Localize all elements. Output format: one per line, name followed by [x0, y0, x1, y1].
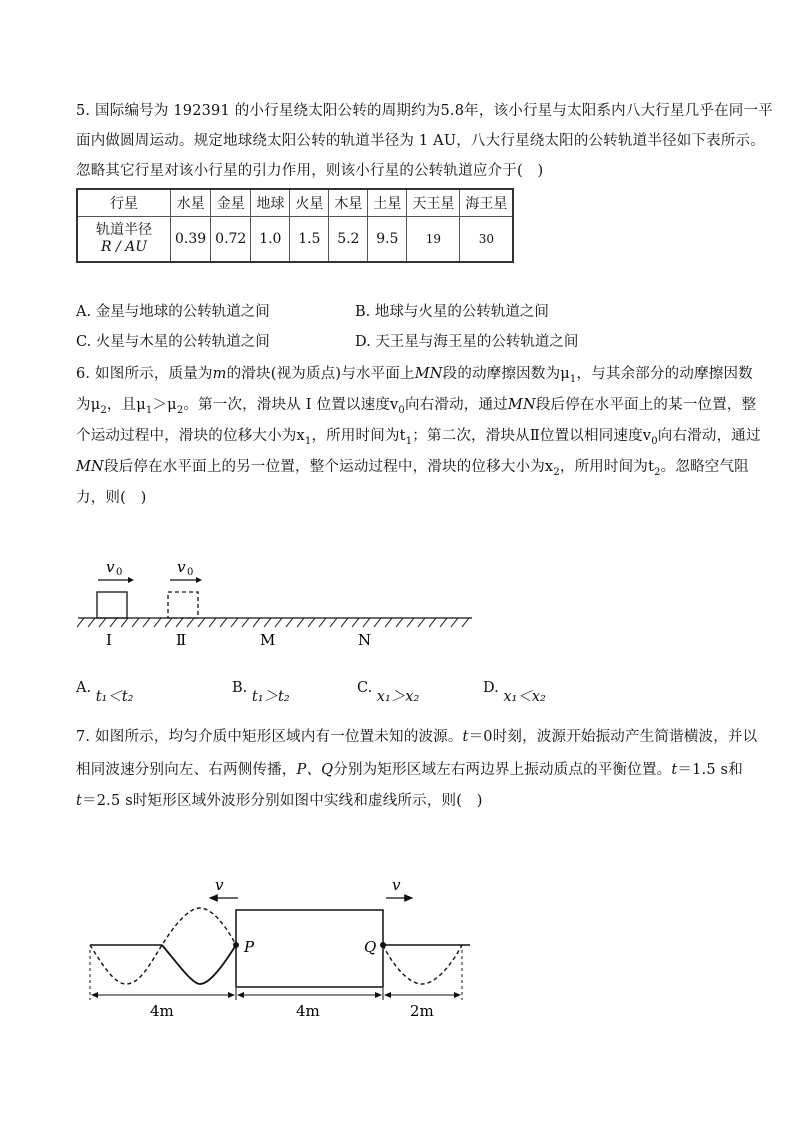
q5-option-a[interactable]: A. 金星与地球的公转轨道之间 — [76, 304, 270, 320]
q6-slider-figure — [70, 550, 480, 655]
q7-line-1 — [76, 725, 757, 746]
q6-option-b[interactable] — [232, 676, 290, 705]
hatch-mark — [308, 618, 315, 627]
hatch-mark — [99, 618, 106, 627]
q7-text: 7. 如图所示，均匀介质中矩形区域内有一位置未知的波源。 — [76, 729, 463, 745]
right-dashed-wave — [383, 945, 462, 984]
q7-var-t: t — [76, 793, 83, 809]
q6-sub: 0 — [651, 435, 658, 447]
q6-var-mn: MN — [76, 459, 104, 475]
row-label-radius — [77, 217, 171, 263]
planet-cell: 木星 — [329, 189, 368, 217]
hatch-mark — [451, 618, 458, 627]
velocity-arrowhead-2 — [196, 577, 202, 583]
radius-cell: 9.5 — [368, 217, 407, 263]
v0-label-2: v — [177, 558, 186, 576]
planet-cell: 天王星 — [407, 189, 460, 217]
point-m-label: M — [260, 631, 276, 649]
point-n-label: N — [358, 631, 372, 649]
hatch-mark — [187, 618, 194, 627]
radius-cell: 0.39 — [171, 217, 211, 263]
q7-text: ＝0时刻，波源开始振动产生简谐横波，并以 — [468, 729, 758, 745]
q6-option-c[interactable] — [357, 676, 420, 705]
q6-sub: 1 — [145, 404, 153, 416]
v0-sub-2: 0 — [187, 567, 194, 578]
hatch-mark — [374, 618, 381, 627]
hatch-mark — [198, 618, 205, 627]
q6-option-d[interactable] — [483, 676, 546, 705]
hatch-mark — [121, 618, 128, 627]
option-letter: D. — [483, 680, 499, 696]
hatch-mark — [297, 618, 304, 627]
hatch-mark — [253, 618, 260, 627]
q6-sub: 1 — [304, 435, 312, 447]
q6-text: 段的动摩擦因数为μ — [442, 366, 570, 382]
point-p — [233, 942, 239, 948]
point-q-label: Q — [364, 938, 377, 956]
hatch-mark — [231, 618, 238, 627]
q6-line-5: 力，则( ) — [76, 490, 147, 506]
q7-wave-figure — [70, 868, 490, 1028]
q6-line-4 — [76, 455, 749, 478]
radius-cell: 1.5 — [290, 217, 329, 263]
hatch-mark — [264, 618, 271, 627]
hatch-mark — [363, 618, 370, 627]
q5-option-d[interactable]: D. 天王星与海王星的公转轨道之间 — [355, 334, 579, 350]
q6-sub: 2 — [553, 466, 560, 478]
v0-sub-1: 0 — [116, 567, 123, 578]
q7-line-3 — [76, 789, 483, 810]
hatch-mark — [176, 618, 183, 627]
hatch-mark — [165, 618, 172, 627]
hatch-mark — [132, 618, 139, 627]
hatch-mark — [385, 618, 392, 627]
q6-text: 。第一次，滑块从 Ⅰ 位置以速度v — [183, 397, 399, 413]
hatch-mark — [286, 618, 293, 627]
q6-var-m: m — [212, 366, 227, 382]
q6-text: ，所用时间为t — [559, 459, 655, 475]
q6-text: ，所用时间为t — [311, 428, 406, 444]
point-p-label: P — [244, 938, 255, 956]
left-solid-wave — [162, 945, 236, 984]
hatch-mark — [418, 618, 425, 627]
q7-line-2 — [76, 758, 743, 779]
q7-var-pq: P、Q — [296, 762, 334, 778]
hatch-mark — [462, 618, 469, 627]
q6-sub: 1 — [569, 373, 577, 385]
radius-cell: 30 — [460, 217, 514, 263]
table-row — [77, 189, 513, 217]
radius-cell: 5.2 — [329, 217, 368, 263]
velocity-right-label: v — [392, 876, 401, 894]
hatch-mark — [429, 618, 436, 627]
q6-text: 6. 如图所示，质量为 — [76, 366, 213, 382]
q6-sub: 1 — [405, 435, 413, 447]
hatch-mark — [440, 618, 447, 627]
q6-option-a[interactable] — [76, 676, 134, 705]
q7-text: ＝2.5 s时矩形区域外波形分别如图中实线和虚线所示，则( ) — [82, 793, 483, 809]
option-letter: A. — [76, 680, 92, 696]
option-expr: x₁＜x₂ — [503, 689, 546, 705]
planet-cell: 地球 — [251, 189, 290, 217]
q6-text: 个运动过程中，滑块的位移大小为x — [76, 428, 305, 444]
hatch-mark — [341, 618, 348, 627]
q6-line-1 — [76, 362, 753, 385]
option-letter: B. — [232, 680, 248, 696]
hatch-mark — [407, 618, 414, 627]
q6-text: ＞μ — [152, 397, 177, 413]
q6-text: ；第二次，滑块从Ⅱ位置以相同速度v — [412, 428, 652, 444]
q6-text: 段后停在水平面上的另一位置，整个运动过程中，滑块的位移大小为x — [103, 459, 554, 475]
distance-label-3: 2m — [410, 1002, 434, 1020]
q7-var-t: t — [671, 762, 678, 778]
hatch-mark — [77, 618, 84, 627]
radius-cell: 19 — [407, 217, 460, 263]
position-1-label: Ⅰ — [106, 631, 112, 649]
q7-var-t: t — [462, 729, 469, 745]
row-label-radius-b: R / AU — [100, 239, 148, 255]
hatch-mark — [319, 618, 326, 627]
q6-text: ，且μ — [106, 397, 146, 413]
q6-sub: 2 — [654, 466, 661, 478]
hatch-mark — [209, 618, 216, 627]
q6-text: 。忽略空气阻 — [660, 459, 749, 475]
planet-cell: 火星 — [290, 189, 329, 217]
velocity-left-label: v — [215, 876, 224, 894]
distance-label-2: 4m — [296, 1002, 320, 1020]
hatch-mark — [242, 618, 249, 627]
q6-var-mn: MN — [414, 366, 443, 382]
q6-text: 为μ — [76, 397, 101, 413]
q6-text: 段后停在水平面上的某一位置，整 — [535, 397, 757, 413]
table-row — [77, 217, 513, 263]
radius-cell: 0.72 — [211, 217, 251, 263]
q5-line-1: 5. 国际编号为 192391 的小行星绕太阳公转的周期约为5.8年，该小行星与太阳系内八大行星几乎在同一平 — [76, 103, 773, 119]
hatch-mark — [352, 618, 359, 627]
q6-line-2 — [76, 393, 756, 416]
slider-block-2 — [168, 592, 198, 618]
q6-text: 向右滑动，通过 — [657, 428, 761, 444]
hatch-mark — [220, 618, 227, 627]
q5-option-b[interactable]: B. 地球与火星的公转轨道之间 — [355, 304, 549, 320]
radius-cell: 1.0 — [251, 217, 290, 263]
hatch-mark — [330, 618, 337, 627]
option-expr: t₁＜t₂ — [95, 689, 134, 705]
position-2-label: Ⅱ — [176, 631, 187, 649]
q6-sub: 2 — [176, 404, 184, 416]
option-expr: x₁＞x₂ — [376, 689, 420, 705]
hatch-mark — [275, 618, 282, 627]
q7-text: ＝1.5 s和 — [677, 762, 743, 778]
row-label-planet: 行星 — [77, 189, 171, 217]
q6-sub: 0 — [398, 404, 405, 416]
velocity-arrowhead-1 — [128, 577, 134, 583]
planet-cell: 海王星 — [460, 189, 514, 217]
q6-line-3 — [76, 424, 761, 447]
q6-text: ，与其余部分的动摩擦因数 — [576, 366, 753, 382]
planet-cell: 水星 — [171, 189, 211, 217]
ground-hatching — [77, 618, 469, 627]
q6-text: 的滑块(视为质点)与水平面上 — [226, 366, 415, 382]
q6-sub: 2 — [100, 404, 107, 416]
hatch-mark — [110, 618, 117, 627]
planet-cell: 土星 — [368, 189, 407, 217]
q5-option-c[interactable]: C. 火星与木星的公转轨道之间 — [76, 334, 270, 350]
hatch-mark — [88, 618, 95, 627]
source-region-rectangle — [236, 910, 383, 987]
hatch-mark — [143, 618, 150, 627]
hatch-mark — [154, 618, 161, 627]
hatch-mark — [396, 618, 403, 627]
q5-line-3: 忽略其它行星对该小行星的引力作用，则该小行星的公转轨道应介于( ) — [76, 163, 544, 179]
row-label-radius-a: 轨道半径 — [96, 222, 152, 238]
q6-var-mn: MN — [507, 397, 536, 413]
q5-line-2: 面内做圆周运动。规定地球绕太阳公转的轨道半径为 1 AU，八大行星绕太阳的公转轨道半径如下表所示。 — [76, 133, 765, 149]
q6-text: 向右滑动，通过 — [404, 397, 508, 413]
planet-orbit-table — [76, 188, 514, 263]
option-letter: C. — [357, 680, 373, 696]
slider-block-1 — [97, 592, 127, 618]
distance-label-1: 4m — [150, 1002, 174, 1020]
q7-text: 分别为矩形区域左右两边界上振动质点的平衡位置。 — [333, 762, 672, 778]
planet-cell: 金星 — [211, 189, 251, 217]
option-expr: t₁＞t₂ — [251, 689, 290, 705]
point-q — [380, 942, 386, 948]
q7-text: 相同波速分别向左、右两侧传播， — [76, 762, 297, 778]
v0-label-1: v — [106, 558, 115, 576]
